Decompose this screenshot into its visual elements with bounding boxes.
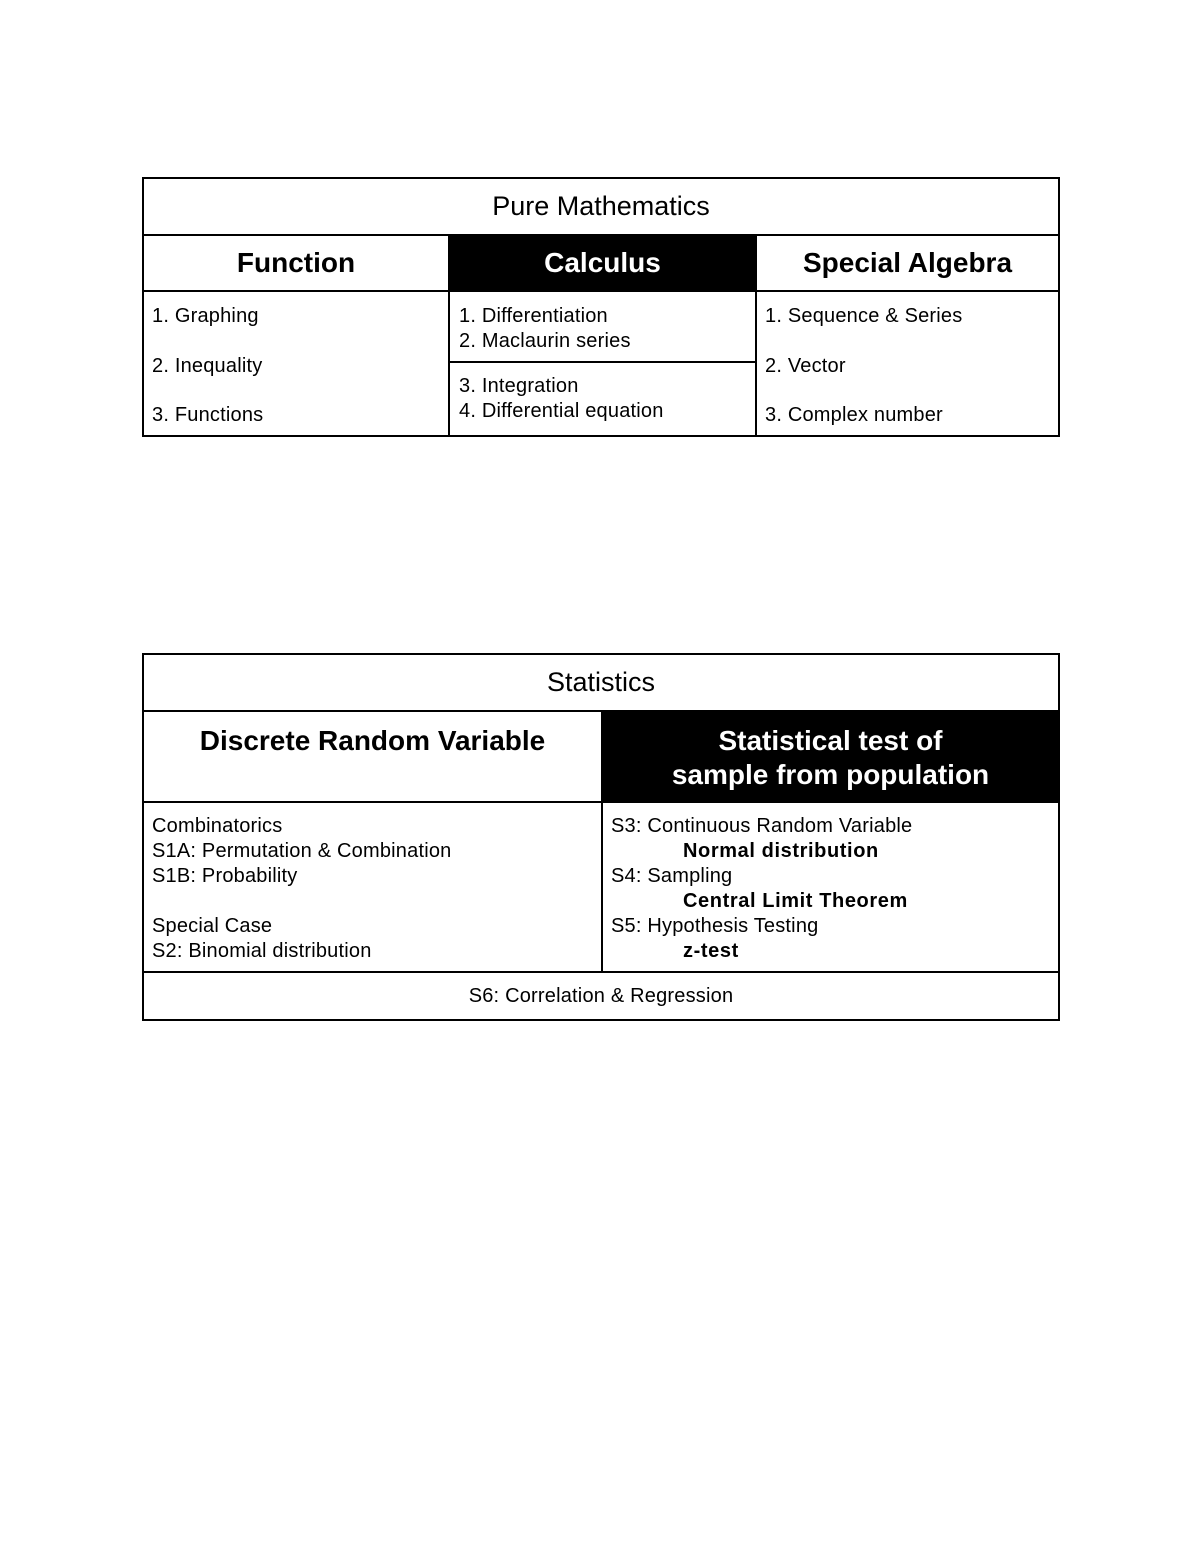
- function-topics: [144, 292, 448, 437]
- topic-subitem: z-test: [683, 940, 739, 962]
- topic-item: 1. Sequence & Series: [765, 305, 963, 327]
- topic-item: S1B: Probability: [152, 865, 298, 887]
- statistics-header-row: [144, 712, 1058, 803]
- topic-item: Combinatorics: [152, 815, 283, 837]
- topic-item: 1. Differentiation: [459, 305, 608, 327]
- statistics-footer: [144, 973, 1058, 1019]
- calculus-topics: [448, 292, 755, 437]
- topic-subitem: Normal distribution: [683, 840, 879, 862]
- pure-mathematics-table: [142, 177, 1060, 437]
- topic-item: Special Case: [152, 915, 273, 937]
- topic-item: 3. Integration: [459, 375, 579, 397]
- statistical-test-topics: [601, 803, 1058, 971]
- topic-item: S1A: Permutation & Combination: [152, 840, 452, 862]
- topic-item: 2. Vector: [765, 354, 846, 377]
- statistical-test-heading-text: [672, 724, 989, 792]
- topic-subitem: Central Limit Theorem: [683, 890, 908, 912]
- blank-line: [152, 889, 601, 914]
- special-algebra-heading: [755, 236, 1058, 290]
- pure-mathematics-header-row: [144, 236, 1058, 292]
- discrete-topics: [144, 803, 601, 971]
- topic-item: 2. Inequality: [152, 354, 263, 377]
- topic-item: S4: Sampling: [611, 865, 733, 887]
- calculus-topics-bottom: [450, 363, 755, 424]
- topic-item: 1. Graphing: [152, 305, 259, 327]
- calculus-topics-top: [450, 292, 755, 363]
- statistics-table: [142, 653, 1060, 1021]
- topic-item: 2. Maclaurin series: [459, 330, 631, 352]
- special-algebra-topics: [755, 292, 1058, 437]
- heading-line: Statistical test of: [718, 725, 943, 756]
- statistics-title: [144, 655, 1058, 712]
- discrete-random-variable-heading: [144, 712, 601, 801]
- statistics-content-row: [144, 803, 1058, 973]
- statistical-test-heading: [601, 712, 1058, 801]
- calculus-heading: [448, 236, 755, 290]
- pure-mathematics-title-text: Pure Mathematics: [492, 191, 710, 221]
- pure-mathematics-content-row: [144, 292, 1058, 437]
- topic-item: S3: Continuous Random Variable: [611, 815, 913, 837]
- topic-item: S5: Hypothesis Testing: [611, 915, 819, 937]
- topic-item: 4. Differential equation: [459, 400, 664, 422]
- calculus-heading-text: Calculus: [544, 247, 661, 278]
- topic-item: 3. Complex number: [765, 404, 943, 426]
- pure-mathematics-title: [144, 179, 1058, 236]
- function-heading-text: Function: [236, 247, 356, 278]
- discrete-random-variable-heading-text: Discrete Random Variable: [199, 725, 546, 756]
- function-heading: [144, 236, 448, 290]
- topic-item: 3. Functions: [152, 404, 264, 426]
- heading-line: sample from population: [671, 759, 990, 790]
- statistics-title-text: Statistics: [546, 667, 656, 697]
- correlation-regression-topic: S6: Correlation & Regression: [468, 984, 734, 1007]
- topic-item: S2: Binomial distribution: [152, 940, 372, 962]
- special-algebra-heading-text: Special Algebra: [802, 247, 1013, 278]
